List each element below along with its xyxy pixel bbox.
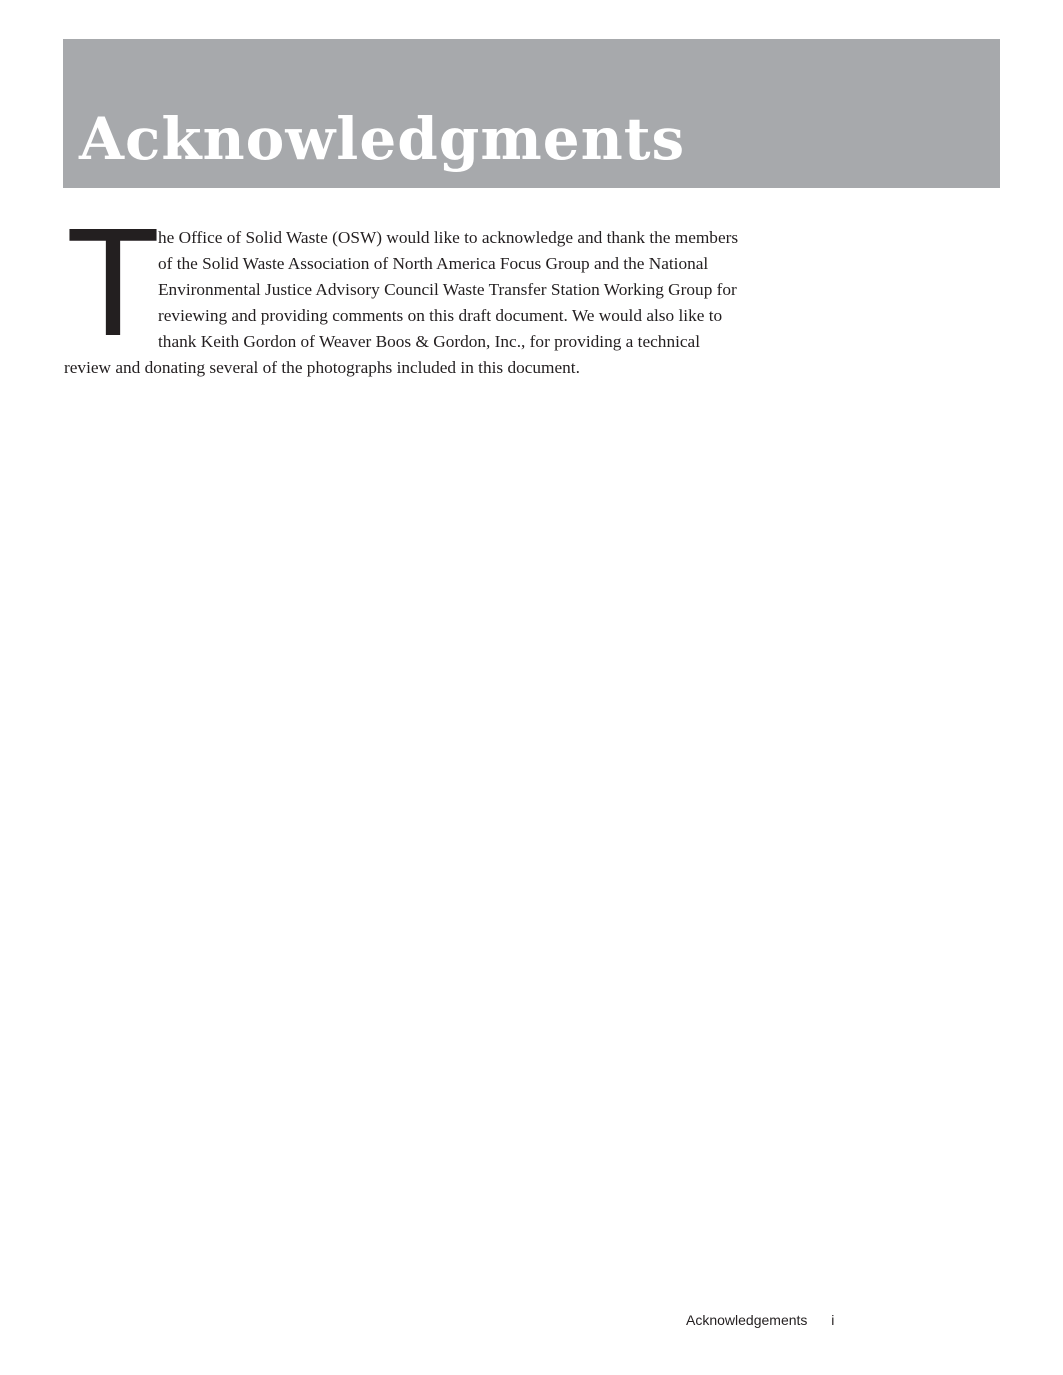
footer-section-label: Acknowledgements [686, 1312, 808, 1328]
paragraph-line: review and donating several of the photographs included in this document. [64, 358, 580, 377]
paragraph-line: he Office of Solid Waste (OSW) would like to acknowledge and thank the members [158, 228, 739, 247]
paragraph-line: Environmental Justice Advisory Council Waste Transfer Station Working Group for [158, 280, 737, 299]
page-number: i [831, 1312, 835, 1328]
paragraph-line: reviewing and providing comments on this draft document. We would also like to [158, 306, 723, 325]
drop-cap: T [66, 196, 161, 368]
paragraph-line: of the Solid Waste Association of North America Focus Group and the National [158, 254, 709, 273]
page-title: Acknowledgments [79, 105, 686, 173]
paragraph-line: thank Keith Gordon of Weaver Boos & Gordon, Inc., for providing a technical [158, 332, 701, 351]
page-footer [686, 1311, 834, 1329]
acknowledgment-paragraph [64, 225, 824, 381]
title-banner [63, 39, 1000, 188]
